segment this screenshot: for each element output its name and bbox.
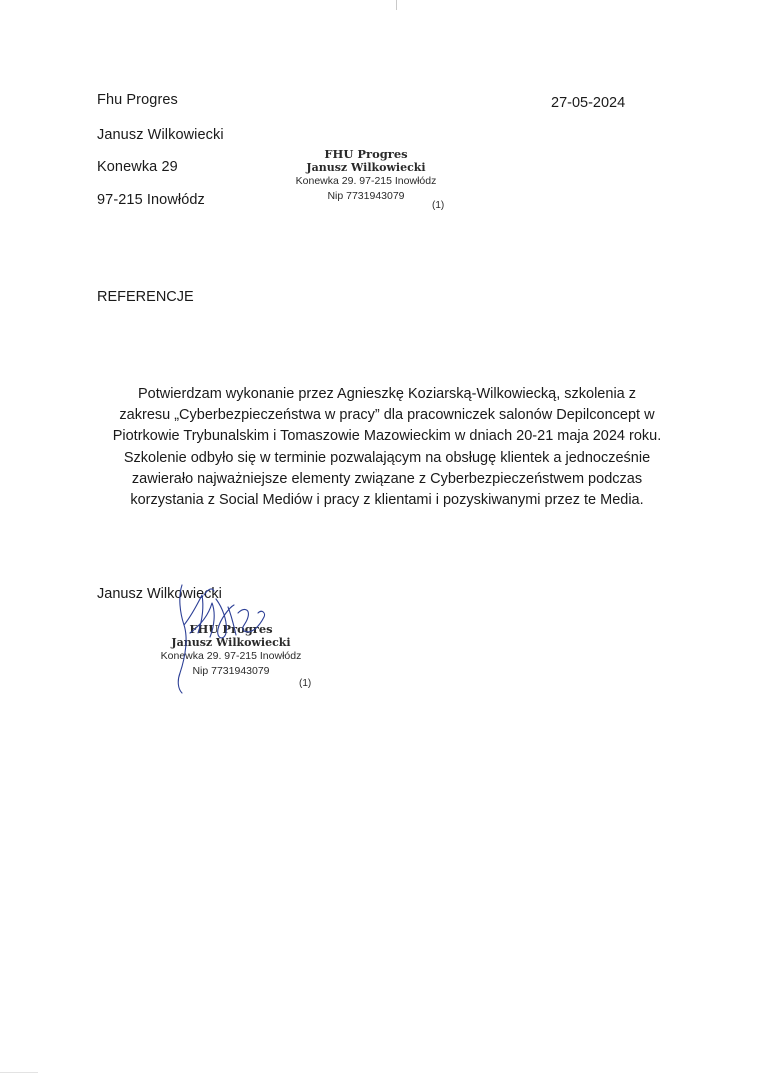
stamp-copy-number: (1) (432, 200, 445, 211)
body-line: zakresu „Cyberbezpieczeństwa w pracy” dla pracowniczek salonów Depilconcept w (119, 407, 655, 424)
stamp-name: Janusz Wilkowiecki (306, 161, 426, 174)
body-line: Potwierdzam wykonanie przez Agnieszkę Koziarską-Wilkowiecką, szkolenia z (137, 386, 637, 402)
stamp-address: Konewka 29. 97-215 Inowłódz (295, 175, 437, 187)
stamp-nip: Nip 7731943079 (327, 190, 405, 202)
body-line: zawierało najważniejsze elementy związane z Cyberbezpieczeństwem podczas (131, 470, 643, 487)
body-line: Szkolenie odbyło się w terminie pozwalającym na obsługę klientek a jednocześnie (123, 449, 651, 466)
signer-name: Janusz Wilkowiecki (97, 586, 222, 602)
letter-date: 27-05-2024 (551, 95, 626, 111)
stamp-address: Konewka 29. 97-215 Inowłódz (160, 650, 302, 662)
sender-city: 97-215 Inowłódz (97, 192, 205, 208)
scan-artifact-line (396, 0, 397, 10)
stamp-copy-number: (1) (299, 678, 312, 689)
sender-name: Janusz Wilkowiecki (97, 127, 224, 143)
letter-body (97, 384, 677, 511)
document-heading: REFERENCJE (97, 289, 194, 305)
stamp-nip: Nip 7731943079 (192, 665, 270, 677)
company-stamp-top (282, 147, 450, 211)
stamp-company: FHU Progres (189, 622, 273, 636)
stamp-name: Janusz Wilkowiecki (171, 636, 291, 649)
sender-company: Fhu Progres (97, 92, 178, 108)
sender-street: Konewka 29 (97, 159, 178, 175)
body-line: Piotrkowie Trybunalskim i Tomaszowie Mazowieckim w dniach 20-21 maja 2024 roku. (112, 428, 662, 445)
body-line: korzystania z Social Mediów i pracy z klientami i pozyskiwanymi przez te Media. (130, 492, 644, 509)
handwritten-signature (168, 577, 278, 695)
scan-artifact-corner (0, 1072, 38, 1073)
stamp-company: FHU Progres (324, 147, 408, 161)
